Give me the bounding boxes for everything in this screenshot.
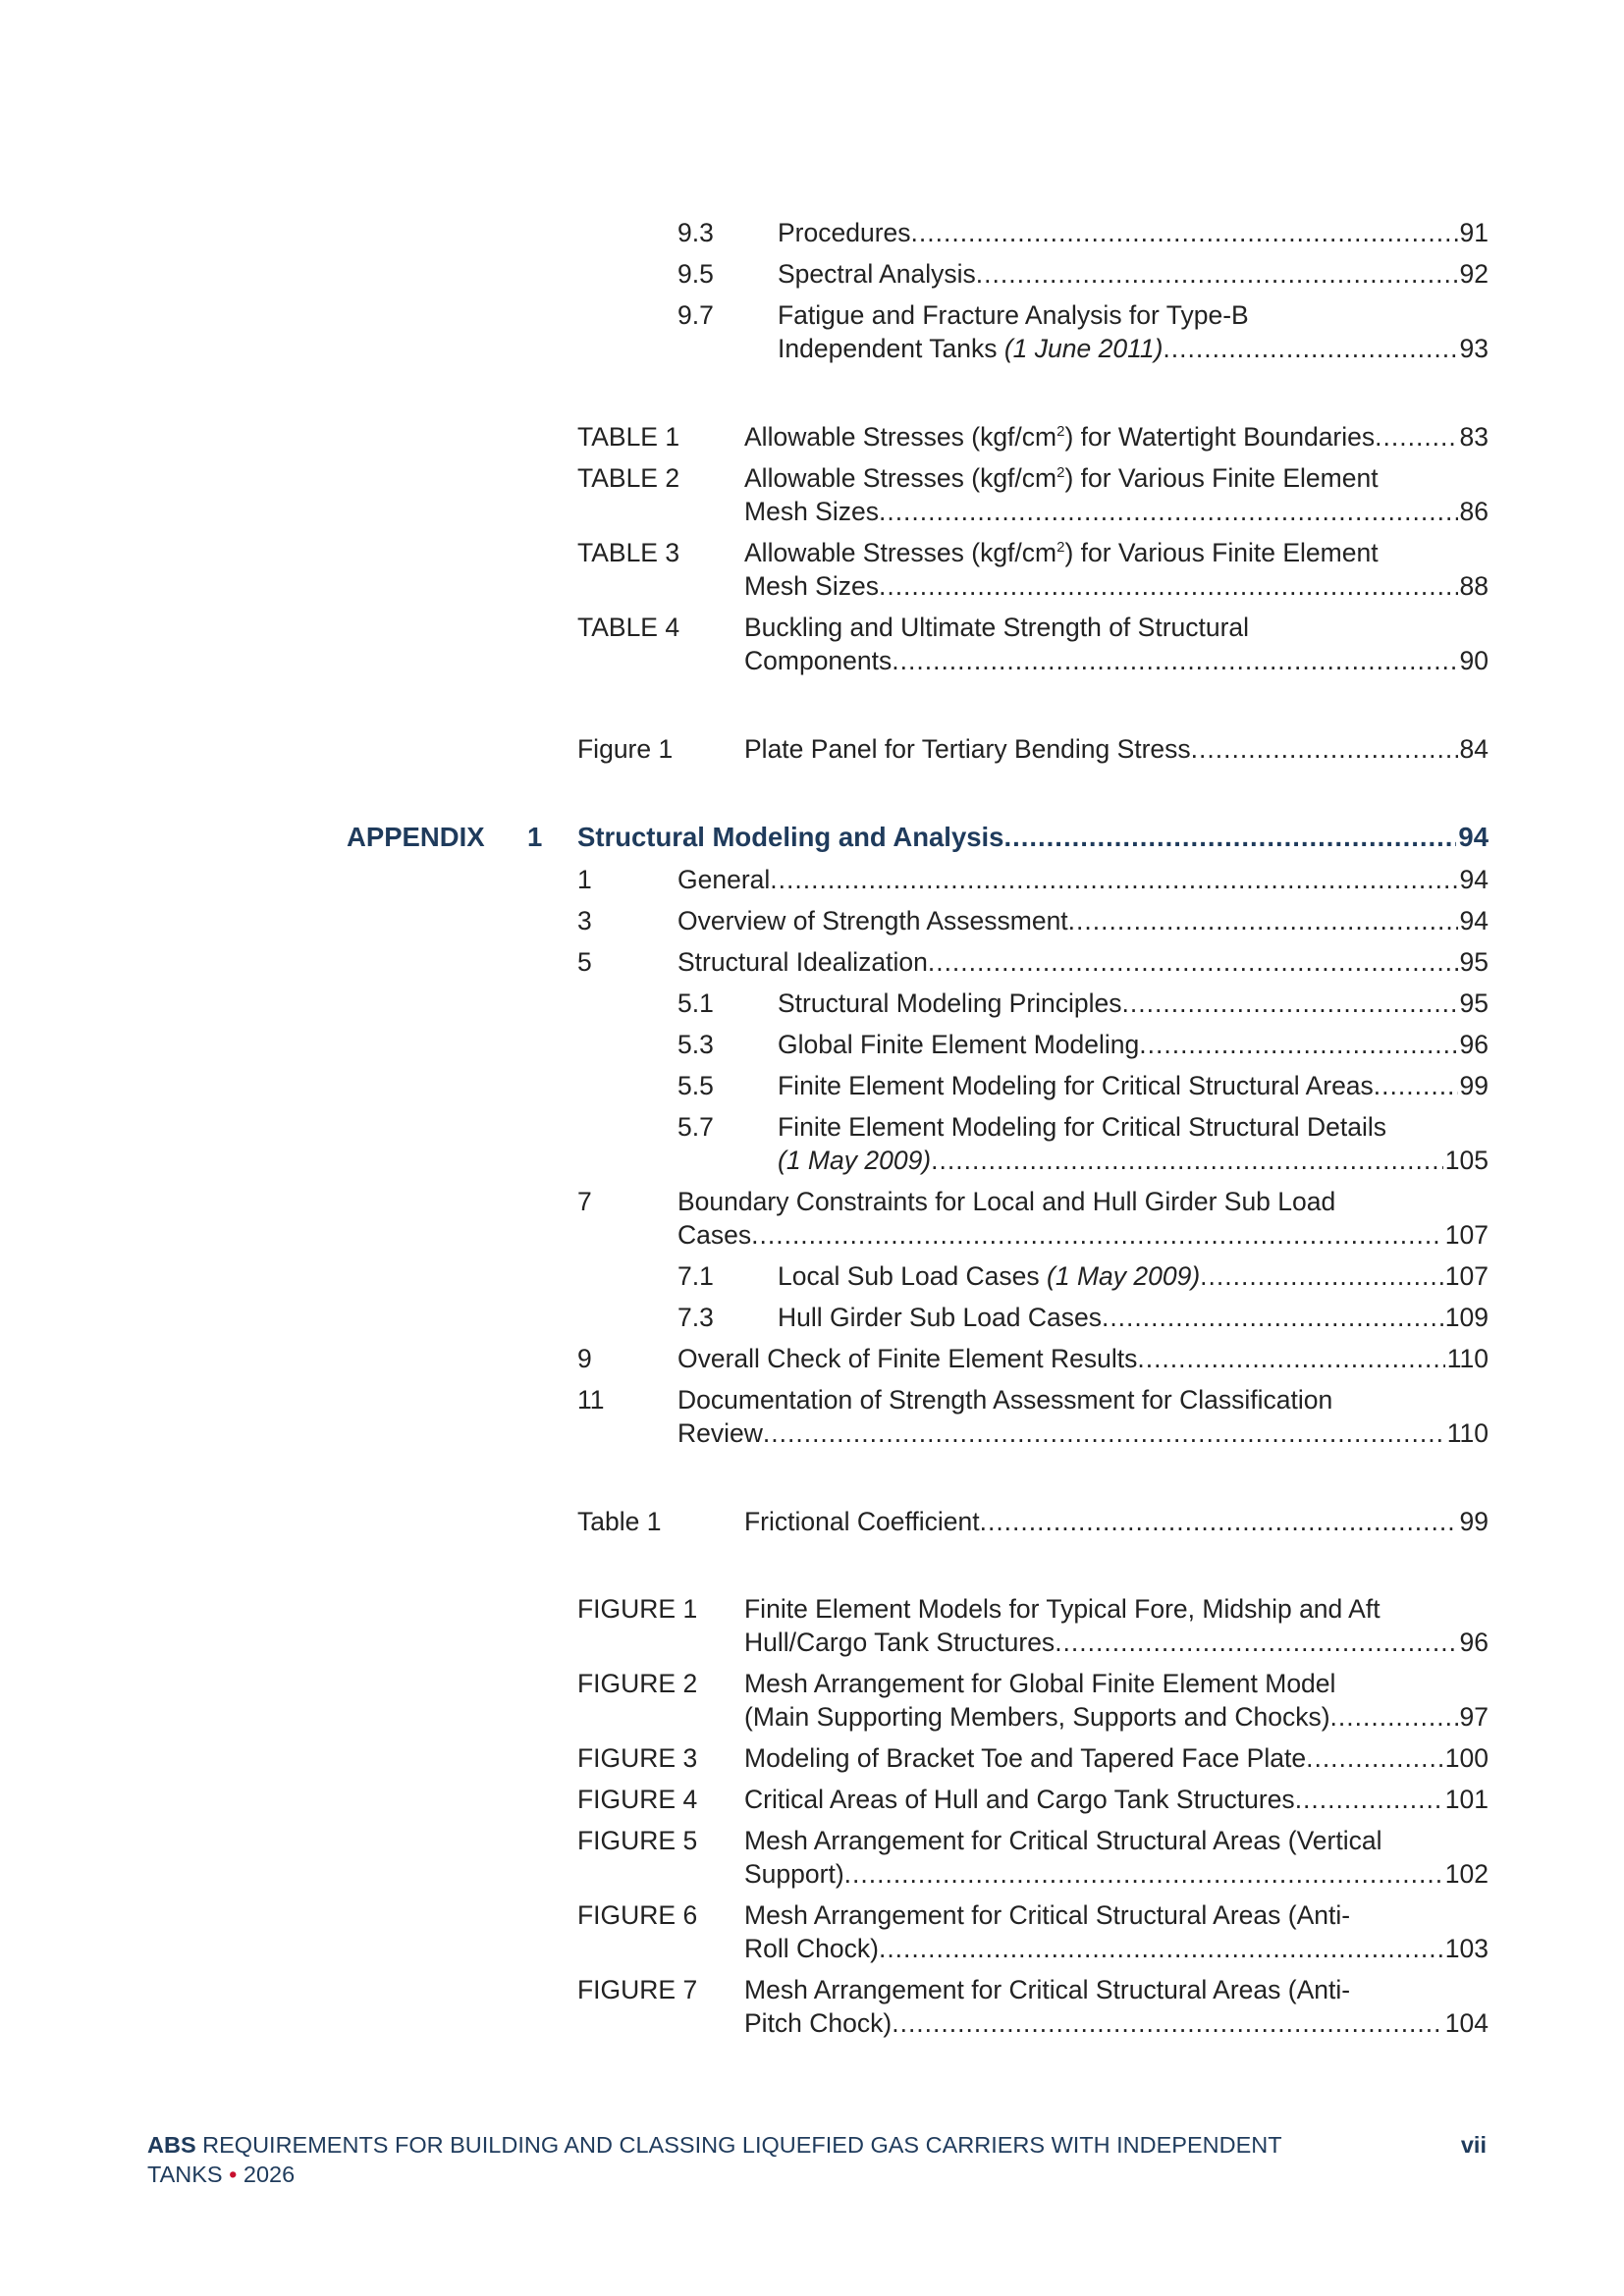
footer-bullet: • <box>222 2162 244 2187</box>
toc-page-number: 95 <box>1459 947 1489 977</box>
toc-table-title[interactable]: Frictional Coefficient ..... 99 <box>744 1507 1489 1537</box>
toc-figure-number: FIGURE 3 <box>577 1743 698 1773</box>
toc-figure-number: FIGURE 1 <box>577 1594 698 1624</box>
toc-subsection-title[interactable]: Finite Element Modeling for Critical Structural Areas ..... 99 <box>778 1071 1489 1101</box>
toc-table-title[interactable]: Allowable Stresses $(kgf/cm^2)$ for Various Finite Element <box>744 538 1379 567</box>
toc-table-title-continued[interactable]: Mesh Sizes ..... 88 <box>744 571 1489 602</box>
page-footer <box>147 2130 1492 2189</box>
toc-page-number: 96 <box>1459 1030 1489 1059</box>
toc-subsection-title[interactable]: Hull Girder Sub Load Cases ..... 109 <box>778 1303 1489 1333</box>
toc-subsection-title[interactable]: Global Finite Element Modeling ..... 96 <box>778 1030 1489 1060</box>
toc-entry-number: 9.7 <box>677 300 714 330</box>
toc-figure-number: FIGURE 6 <box>577 1900 698 1930</box>
toc-figure-title-continued[interactable]: Hull/Cargo Tank Structures ..... 96 <box>744 1628 1489 1658</box>
toc-section-title[interactable]: General ..... 94 <box>677 865 1489 895</box>
toc-figure-title[interactable]: Mesh Arrangement for Critical Structural Areas (Anti- <box>744 1975 1351 2004</box>
toc-table-title[interactable]: Allowable Stresses $(kgf/cm^2)$ for Various Finite Element <box>744 463 1379 493</box>
toc-page-number: 86 <box>1459 497 1489 526</box>
toc-table-title[interactable]: Buckling and Ultimate Strength of Structural <box>744 613 1250 642</box>
toc-section-number: 5 <box>577 947 592 977</box>
toc-page-number: 102 <box>1444 1859 1489 1889</box>
toc-page-number: 97 <box>1459 1702 1489 1732</box>
footer-title: REQUIREMENTS FOR BUILDING AND CLASSING LIQUEFIED GAS CARRIERS WITH INDEPENDENT <box>195 2132 1282 2158</box>
appendix-title[interactable]: Structural Modeling and Analysis ..... 94 <box>577 822 1489 853</box>
toc-section-title[interactable]: Overall Check of Finite Element Results ..... 110 <box>677 1344 1489 1374</box>
toc-figure-number: FIGURE 5 <box>577 1826 698 1855</box>
toc-page-number: 110 <box>1446 1344 1489 1373</box>
toc-figure-title[interactable]: Critical Areas of Hull and Cargo Tank Structures ..... 101 <box>744 1785 1489 1815</box>
toc-subsection-number: 7.3 <box>677 1303 714 1332</box>
toc-figure-number: Figure 1 <box>577 734 674 764</box>
toc-table-number: TABLE 4 <box>577 613 680 642</box>
toc-table-number: TABLE 2 <box>577 463 680 493</box>
footer-brand: ABS <box>147 2132 196 2158</box>
toc-figure-title-continued[interactable]: Pitch Chock) ..... 104 <box>744 2008 1489 2039</box>
toc-page-number: 107 <box>1444 1261 1489 1291</box>
toc-figure-number: FIGURE 7 <box>577 1975 698 2004</box>
toc-entry-title[interactable]: Procedures ..... 91 <box>778 218 1489 248</box>
toc-page-number: 91 <box>1459 218 1489 247</box>
toc-figure-title-continued[interactable]: Roll Chock) ..... 103 <box>744 1934 1489 1964</box>
toc-page-number: 94 <box>1458 822 1489 852</box>
toc-subsection-number: 5.7 <box>677 1112 714 1142</box>
toc-page-number: 100 <box>1444 1743 1489 1773</box>
toc-figure-title[interactable]: Mesh Arrangement for Global Finite Element Model <box>744 1669 1336 1698</box>
toc-section-number: 9 <box>577 1344 592 1373</box>
toc-page-number: 88 <box>1459 571 1489 601</box>
toc-page-number: 84 <box>1459 734 1489 764</box>
toc-figure-title[interactable]: Modeling of Bracket Toe and Tapered Face Plate ..... 100 <box>744 1743 1489 1774</box>
toc-figure-title[interactable]: Finite Element Models for Typical Fore, Midship and Aft <box>744 1594 1380 1624</box>
toc-figure-title-continued[interactable]: (Main Supporting Members, Supports and Chocks) ..... 97 <box>744 1702 1489 1733</box>
toc-page-number: 110 <box>1446 1418 1489 1448</box>
toc-figure-title-continued[interactable]: Support) ..... 102 <box>744 1859 1489 1890</box>
toc-section-title-continued[interactable]: Review ..... 110 <box>677 1418 1489 1449</box>
toc-page-number: 95 <box>1459 988 1489 1018</box>
toc-table-number: TABLE 1 <box>577 422 680 452</box>
toc-entry-number: 9.3 <box>677 218 714 247</box>
toc-page-number: 103 <box>1444 1934 1489 1963</box>
toc-page-number: 93 <box>1459 334 1489 363</box>
toc-section-number: 11 <box>577 1385 605 1415</box>
toc-page-number: 96 <box>1459 1628 1489 1657</box>
footer-title-line-2: TANKS • 2026 <box>147 2162 296 2187</box>
toc-page-number: 104 <box>1444 2008 1489 2038</box>
toc-subsection-title-continued[interactable]: (1 May 2009) ..... 105 <box>778 1146 1489 1176</box>
toc-table-title[interactable]: Allowable Stresses $(kgf/cm^2)$ for Watertight Boundaries ..... 83 <box>744 422 1489 453</box>
toc-figure-number: FIGURE 2 <box>577 1669 698 1698</box>
toc-page-number: 94 <box>1459 906 1489 935</box>
toc-section-title[interactable]: Documentation of Strength Assessment for Classification <box>677 1385 1333 1415</box>
toc-subsection-title[interactable]: Local Sub Load Cases (1 May 2009) ..... 107 <box>778 1261 1489 1292</box>
toc-section-number: 7 <box>577 1187 592 1216</box>
toc-subsection-title[interactable]: Structural Modeling Principles ..... 95 <box>778 988 1489 1019</box>
toc-section-number: 1 <box>577 865 592 894</box>
toc-subsection-number: 5.5 <box>677 1071 714 1100</box>
footer-year: 2026 <box>243 2162 296 2187</box>
toc-entry-title[interactable]: Fatigue and Fracture Analysis for Type-B <box>778 300 1249 330</box>
toc-table-number: Table 1 <box>577 1507 662 1536</box>
toc-table-number: TABLE 3 <box>577 538 680 567</box>
toc-subsection-number: 5.3 <box>677 1030 714 1059</box>
toc-section-title[interactable]: Structural Idealization ..... 95 <box>677 947 1489 978</box>
toc-entry-number: 9.5 <box>677 259 714 289</box>
appendix-label: APPENDIX <box>347 822 485 852</box>
toc-page-number: 105 <box>1444 1146 1489 1175</box>
toc-subsection-number: 5.1 <box>677 988 714 1018</box>
toc-section-title-continued[interactable]: Cases ..... 107 <box>677 1220 1489 1251</box>
toc-figure-title[interactable]: Plate Panel for Tertiary Bending Stress ..... 84 <box>744 734 1489 765</box>
toc-section-number: 3 <box>577 906 592 935</box>
toc-subsection-number: 7.1 <box>677 1261 714 1291</box>
toc-page-number: 99 <box>1459 1071 1489 1100</box>
toc-subsection-title[interactable]: Finite Element Modeling for Critical Structural Details <box>778 1112 1387 1142</box>
toc-page-number: 92 <box>1459 259 1489 289</box>
toc-page-number: 83 <box>1459 422 1489 452</box>
footer-title-line <box>147 2130 1492 2160</box>
toc-page-number: 107 <box>1444 1220 1489 1250</box>
toc-figure-title[interactable]: Mesh Arrangement for Critical Structural Areas (Anti- <box>744 1900 1351 1930</box>
toc-table-title-continued[interactable]: Components ..... 90 <box>744 646 1489 676</box>
toc-figure-number: FIGURE 4 <box>577 1785 698 1814</box>
toc-entry-title[interactable]: Spectral Analysis ..... 92 <box>778 259 1489 290</box>
toc-section-title[interactable]: Boundary Constraints for Local and Hull Girder Sub Load <box>677 1187 1336 1216</box>
toc-page-number: 109 <box>1444 1303 1489 1332</box>
toc-page-number: 94 <box>1459 865 1489 894</box>
toc-page-number: 101 <box>1444 1785 1489 1814</box>
appendix-number: 1 <box>527 822 543 852</box>
toc-section-title[interactable]: Overview of Strength Assessment ..... 94 <box>677 906 1489 936</box>
toc-table-title-continued[interactable]: Mesh Sizes ..... 86 <box>744 497 1489 527</box>
toc-figure-title[interactable]: Mesh Arrangement for Critical Structural Areas (Vertical <box>744 1826 1382 1855</box>
toc-page-number: 99 <box>1459 1507 1489 1536</box>
toc-entry-title-continued[interactable]: Independent Tanks (1 June 2011) ..... 93 <box>778 334 1489 364</box>
toc-page-number: 90 <box>1459 646 1489 675</box>
page-number: vii <box>1460 2132 1487 2158</box>
